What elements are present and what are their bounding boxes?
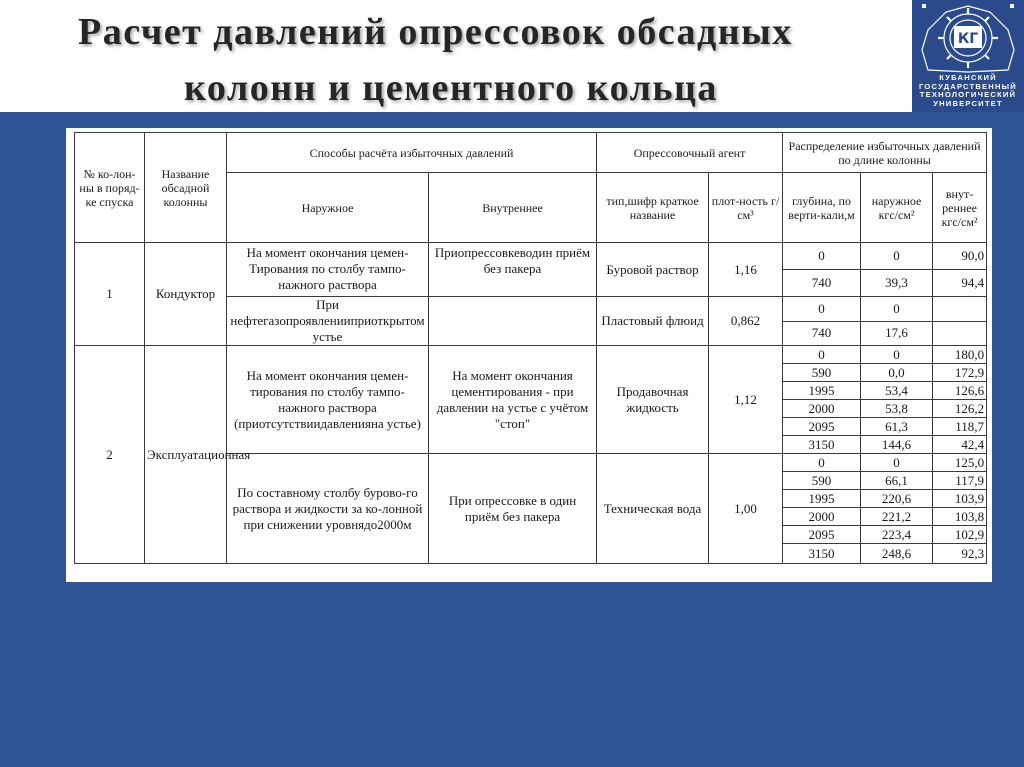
outer-pressure-cell: 39,3 — [861, 270, 933, 297]
inner-method-cell — [429, 297, 597, 346]
header-bar — [0, 0, 1024, 112]
density-cell: 1,00 — [709, 454, 783, 564]
depth-cell: 590 — [783, 472, 861, 490]
inner-pressure-cell: 103,9 — [933, 490, 987, 508]
outer-pressure-cell: 0,0 — [861, 364, 933, 382]
density-cell: 0,862 — [709, 297, 783, 346]
depth-cell: 1995 — [783, 382, 861, 400]
header-methods: Способы расчёта избыточных давлений — [227, 133, 597, 173]
svg-text:КГ: КГ — [957, 31, 979, 47]
header-agent-type: тип,шифр краткое название — [597, 173, 709, 243]
outer-pressure-cell: 0 — [861, 346, 933, 364]
inner-pressure-cell: 117,9 — [933, 472, 987, 490]
header-depth: глубина, по верти-кали,м — [783, 173, 861, 243]
depth-cell: 0 — [783, 297, 861, 322]
inner-pressure-cell: 126,6 — [933, 382, 987, 400]
inner-pressure-cell: 42,4 — [933, 436, 987, 454]
outer-pressure-cell: 17,6 — [861, 321, 933, 346]
outer-method-cell: На момент окончания цемен-Тирования по столбу тампо-нажного раствора — [227, 243, 429, 297]
outer-pressure-cell: 223,4 — [861, 526, 933, 544]
title-line-2: колонн и цементного кольца — [184, 67, 718, 109]
inner-pressure-cell: 126,2 — [933, 400, 987, 418]
column-name-cell: Эксплуатационная — [145, 346, 227, 564]
inner-pressure-cell: 172,9 — [933, 364, 987, 382]
outer-pressure-cell: 248,6 — [861, 544, 933, 564]
depth-cell: 2095 — [783, 418, 861, 436]
depth-cell: 3150 — [783, 436, 861, 454]
inner-pressure-cell: 92,3 — [933, 544, 987, 564]
title-line-1: Расчет давлений опрессовок обсадных — [78, 11, 793, 53]
column-number-cell: 2 — [75, 346, 145, 564]
inner-pressure-cell: 118,7 — [933, 418, 987, 436]
depth-cell: 740 — [783, 321, 861, 346]
outer-pressure-cell: 220,6 — [861, 490, 933, 508]
density-cell: 1,16 — [709, 243, 783, 297]
header-outer: Наружное — [227, 173, 429, 243]
inner-pressure-cell: 125,0 — [933, 454, 987, 472]
header-outer-pressure: наружное кгс/см² — [861, 173, 933, 243]
outer-pressure-cell: 144,6 — [861, 436, 933, 454]
logo-text-line: ГОСУДАРСТВЕННЫЙ — [919, 81, 1017, 91]
outer-pressure-cell: 221,2 — [861, 508, 933, 526]
depth-cell: 2000 — [783, 400, 861, 418]
outer-pressure-cell: 61,3 — [861, 418, 933, 436]
depth-cell: 590 — [783, 364, 861, 382]
header-distribution: Распределение избыточных давлений по длине колонны — [783, 133, 987, 173]
inner-method-cell: Приопрессовкеводин приём без пакера — [429, 243, 597, 297]
table-header-row — [75, 133, 987, 173]
outer-pressure-cell: 66,1 — [861, 472, 933, 490]
page-title — [30, 4, 910, 116]
agent-cell: Буровой раствор — [597, 243, 709, 297]
inner-pressure-cell: 180,0 — [933, 346, 987, 364]
header-column-number: № ко-лон-ны в поряд-ке спуска — [75, 133, 145, 243]
logo-text-line: ТЕХНОЛОГИЧЕСКИЙ — [919, 90, 1017, 100]
depth-cell: 0 — [783, 454, 861, 472]
outer-method-cell: При нефтегазопроявленииприоткрытом устье — [227, 297, 429, 346]
depth-cell: 740 — [783, 270, 861, 297]
table-row — [75, 243, 987, 270]
header-agent: Опрессовочный агент — [597, 133, 783, 173]
inner-pressure-cell: 103,8 — [933, 508, 987, 526]
outer-pressure-cell: 0 — [861, 297, 933, 322]
inner-pressure-cell: 94,4 — [933, 270, 987, 297]
depth-cell: 2095 — [783, 526, 861, 544]
logo-text-line: КУБАНСКИЙ — [939, 73, 997, 82]
depth-cell: 1995 — [783, 490, 861, 508]
depth-cell: 2000 — [783, 508, 861, 526]
pressure-table — [74, 132, 987, 564]
outer-pressure-cell: 53,4 — [861, 382, 933, 400]
agent-cell: Продавочная жидкость — [597, 346, 709, 454]
outer-pressure-cell: 53,8 — [861, 400, 933, 418]
depth-cell: 3150 — [783, 544, 861, 564]
inner-pressure-cell — [933, 321, 987, 346]
depth-cell: 0 — [783, 346, 861, 364]
outer-method-cell: По составному столбу бурово-го раствора и жидкости за ко-лонной при снижении уровнядо2000м — [227, 454, 429, 564]
header-column-name: Название обсадной колонны — [145, 133, 227, 243]
logo-caption — [914, 74, 1022, 108]
outer-method-cell: На момент окончания цемен-тирования по столбу тампо-нажного раствора (приотсутствиидавленияна устье) — [227, 346, 429, 454]
header-density: плот-ность г/см³ — [709, 173, 783, 243]
university-logo — [912, 0, 1024, 112]
inner-method-cell: При опрессовке в один приём без пакера — [429, 454, 597, 564]
inner-method-cell: На момент окончания цементирования - при давлении на устье с учётом "стоп" — [429, 346, 597, 454]
agent-cell: Техническая вода — [597, 454, 709, 564]
header-inner-pressure: внут-реннее кгс/см² — [933, 173, 987, 243]
column-number-cell: 1 — [75, 243, 145, 346]
inner-pressure-cell: 102,9 — [933, 526, 987, 544]
column-name-cell: Кондуктор — [145, 243, 227, 346]
inner-pressure-cell — [933, 297, 987, 322]
logo-text-line: УНИВЕРСИТЕТ — [933, 98, 1003, 108]
outer-pressure-cell: 0 — [861, 243, 933, 270]
table-row — [75, 346, 987, 364]
inner-pressure-cell: 90,0 — [933, 243, 987, 270]
outer-pressure-cell: 0 — [861, 454, 933, 472]
header-inner: Внутреннее — [429, 173, 597, 243]
agent-cell: Пластовый флюид — [597, 297, 709, 346]
depth-cell: 0 — [783, 243, 861, 270]
density-cell: 1,12 — [709, 346, 783, 454]
